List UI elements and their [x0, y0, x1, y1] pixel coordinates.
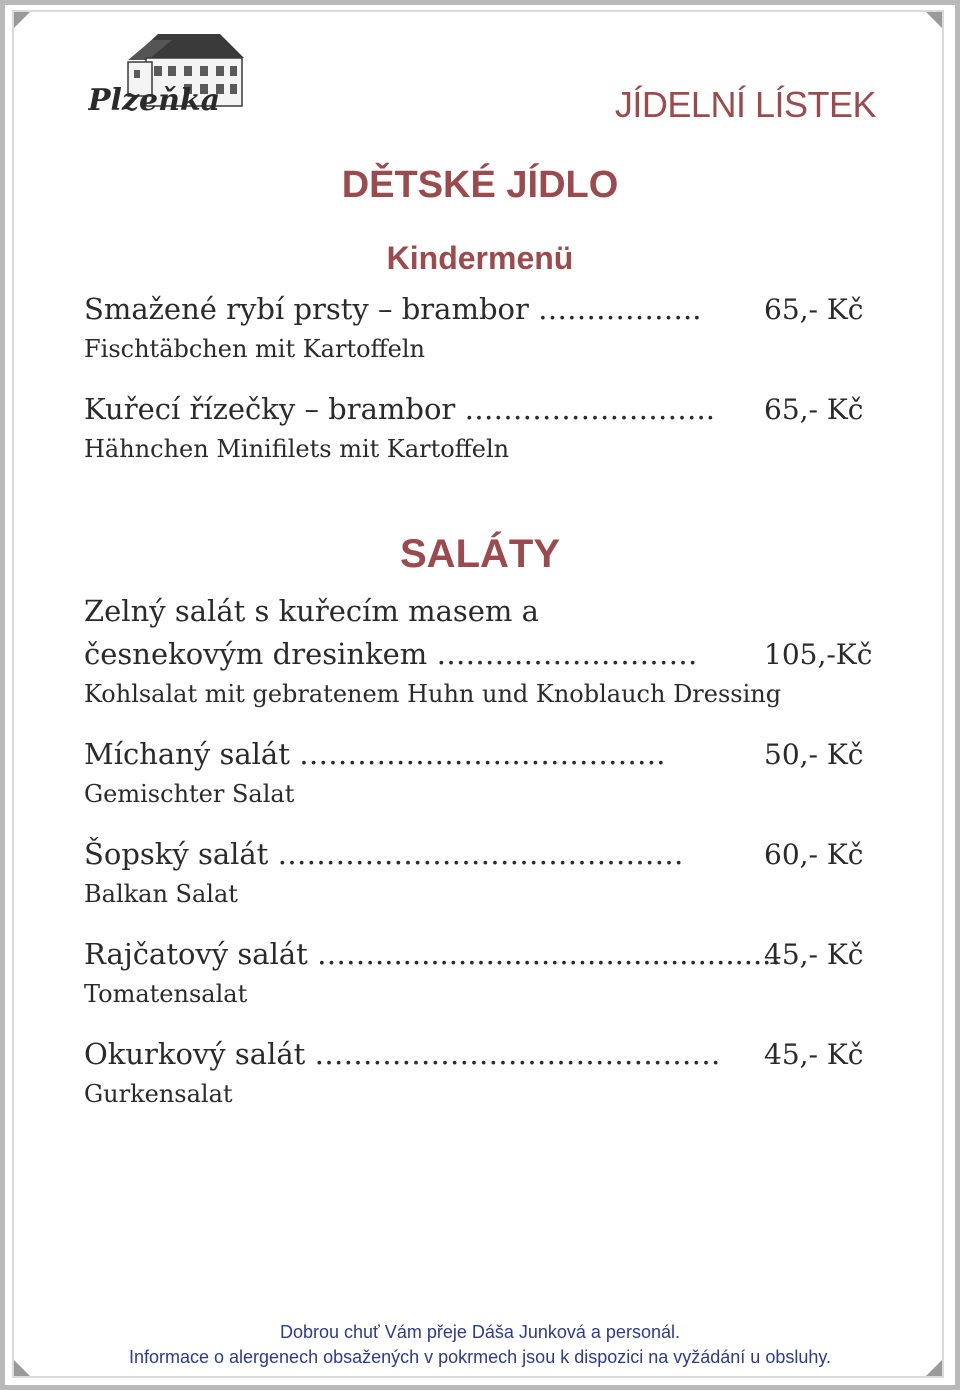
- menu-item-translation: Hähnchen Minifilets mit Kartoffeln: [84, 435, 510, 463]
- plzenka-logo: [88, 30, 248, 120]
- menu-item-name: Okurkový salát ……………………………………: [84, 1037, 721, 1071]
- menu-item-translation: Gemischter Salat: [84, 780, 295, 808]
- document-title: JÍDELNÍ LÍSTEK: [614, 84, 876, 125]
- menu-item-name: Kuřecí řízečky – brambor ……………………..: [84, 392, 715, 426]
- footer-greeting: Dobrou chuť Vám přeje Dáša Junková a personál.: [280, 1322, 680, 1342]
- menu-item-name: Míchaný salát ………………….…………….: [84, 737, 666, 771]
- menu-item-name: Rajčatový salát ……............................................: [84, 937, 781, 971]
- footer-allergen-note: Informace o alergenech obsažených v pokrmech jsou k dispozici na vyžádání u obsluhy.: [128, 1347, 832, 1367]
- menu-item-price: 60,- Kč: [764, 838, 864, 871]
- menu-item-price: 65,- Kč: [764, 393, 864, 426]
- menu-item-name: Šopský salát ……………………………………: [84, 837, 684, 871]
- menu-item-translation: Kohlsalat mit gebratenem Huhn und Knoblauch Dressing: [84, 680, 782, 708]
- menu-item-name: Smažené rybí prsty – brambor ……………..: [84, 292, 702, 326]
- menu-item-price: 45,- Kč: [764, 938, 864, 971]
- menu-item-translation: Gurkensalat: [84, 1080, 233, 1108]
- menu-item-price: 50,- Kč: [764, 738, 864, 771]
- menu-item-price: 105,-Kč: [764, 638, 873, 671]
- menu-item-translation: Fischtäbchen mit Kartoffeln: [84, 335, 425, 363]
- section-title-salads: SALÁTY: [400, 532, 560, 576]
- menu-item-translation: Tomatensalat: [84, 980, 248, 1008]
- corner-ornament-top-left: [14, 12, 30, 28]
- menu-item-name-line2: česnekovým dresinkem ………………………: [84, 637, 698, 671]
- section-subtitle-kids: Kindermenü: [386, 240, 574, 276]
- menu-item-price: 45,- Kč: [764, 1038, 864, 1071]
- section-title-kids: DĚTSKÉ JÍDLO: [341, 164, 619, 206]
- corner-ornament-top-right: [926, 12, 942, 28]
- logo-wordmark: Plzeňka: [88, 83, 221, 118]
- menu-item-name-line1: Zelný salát s kuřecím masem a: [84, 594, 539, 628]
- menu-item-translation: Balkan Salat: [84, 880, 238, 908]
- menu-item-price: 65,- Kč: [764, 293, 864, 326]
